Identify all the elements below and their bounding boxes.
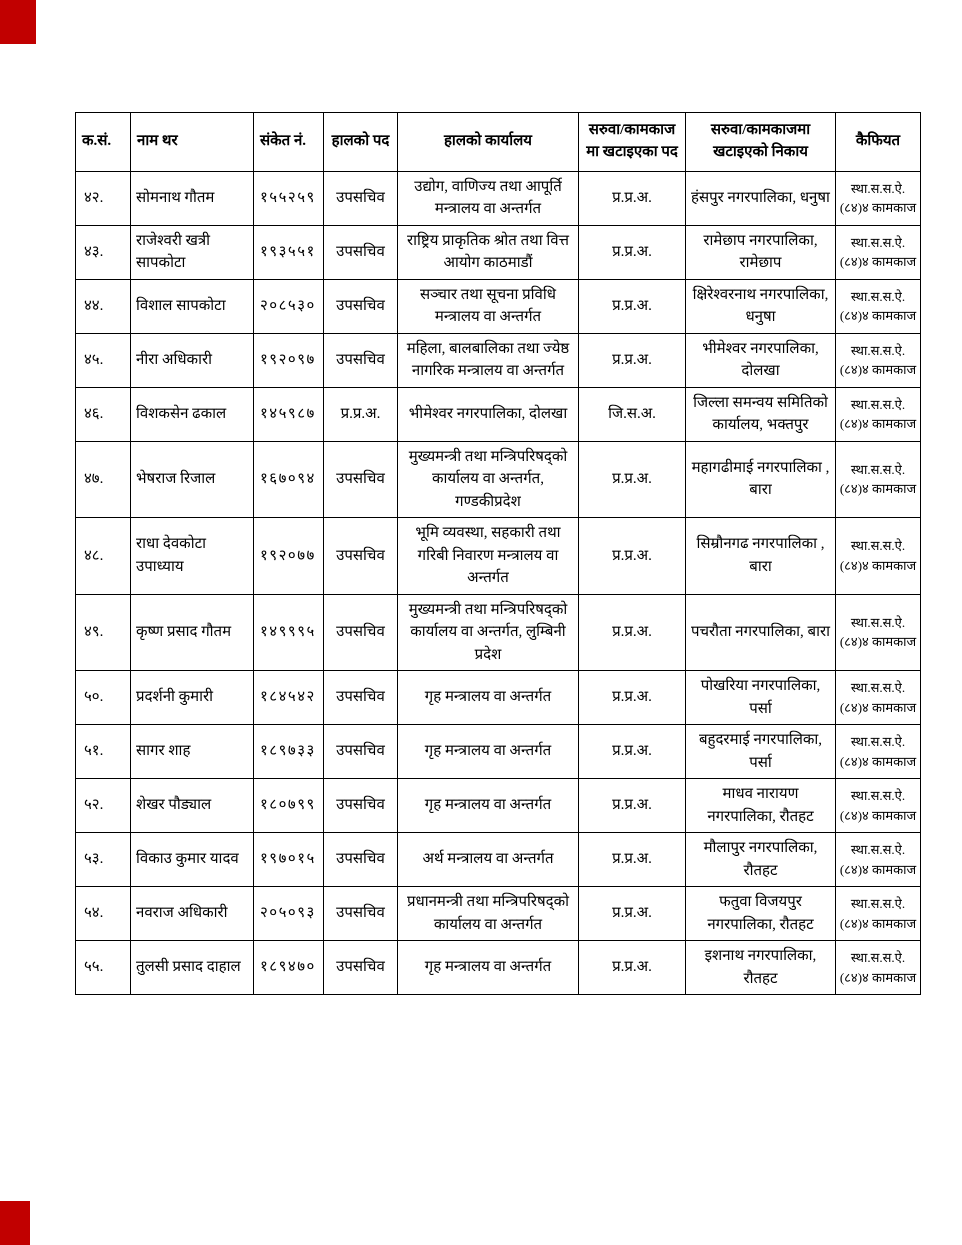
cell-serial-number: ४६. [76,387,131,441]
cell-remarks: स्था.स.स.ऐ. (८४)४ कामकाज [836,671,921,725]
cell-assigned-body: क्षिरेश्वरनाथ नगरपालिका, धनुषा [686,279,836,333]
cell-name: शेखर पौड्याल [131,779,254,833]
cell-current-office: गृह मन्त्रालय वा अन्तर्गत [398,779,579,833]
cell-name: कृष्ण प्रसाद गौतम [131,594,254,671]
cell-serial-number: ४२. [76,171,131,225]
cell-name: नीरा अधिकारी [131,333,254,387]
cell-current-post: उपसचिव [324,887,398,941]
cell-name: सागर शाह [131,725,254,779]
table-row [76,671,921,725]
cell-current-post: उपसचिव [324,441,398,518]
cell-code-number: १८४५४२ [254,671,324,725]
cell-code-number: १८९७३३ [254,725,324,779]
cell-assigned-body: माधव नारायण नगरपालिका, रौतहट [686,779,836,833]
cell-assigned-post: प्र.प्र.अ. [579,594,686,671]
cell-remarks: स्था.स.स.ऐ. (८४)४ कामकाज [836,279,921,333]
cell-assigned-post: प्र.प्र.अ. [579,441,686,518]
header-code-number: संकेत नं. [254,113,324,172]
table-row [76,387,921,441]
cell-assigned-body: बहुदरमाई नगरपालिका, पर्सा [686,725,836,779]
cell-assigned-body: हंसपुर नगरपालिका, धनुषा [686,171,836,225]
cell-assigned-body: इशनाथ नगरपालिका, रौतहट [686,941,836,995]
cell-serial-number: ५०. [76,671,131,725]
cell-code-number: १८०७९९ [254,779,324,833]
cell-serial-number: ५३. [76,833,131,887]
cell-name: राधा देवकोटा उपाध्याय [131,518,254,595]
header-serial-number: क.सं. [76,113,131,172]
cell-current-office: गृह मन्त्रालय वा अन्तर्गत [398,941,579,995]
cell-remarks: स्था.स.स.ऐ. (८४)४ कामकाज [836,333,921,387]
cell-code-number: १९२०७७ [254,518,324,595]
cell-remarks: स्था.स.स.ऐ. (८४)४ कामकाज [836,387,921,441]
cell-serial-number: ५५. [76,941,131,995]
cell-code-number: १६७०९४ [254,441,324,518]
cell-code-number: १९३५५१ [254,225,324,279]
table-row [76,279,921,333]
cell-serial-number: ४५. [76,333,131,387]
cell-current-office: महिला, बालबालिका तथा ज्येष्ठ नागरिक मन्त्रालय वा अन्तर्गत [398,333,579,387]
cell-assigned-post: प्र.प्र.अ. [579,279,686,333]
header-assigned-body: सरुवा/कामकाजमा खटाइएको निकाय [686,113,836,172]
cell-name: राजेश्वरी खत्री सापकोटा [131,225,254,279]
cell-serial-number: ४७. [76,441,131,518]
cell-assigned-body: रामेछाप नगरपालिका, रामेछाप [686,225,836,279]
cell-current-post: उपसचिव [324,225,398,279]
cell-current-post: उपसचिव [324,833,398,887]
cell-current-office: प्रधानमन्त्री तथा मन्त्रिपरिषद्को कार्यालय वा अन्तर्गत [398,887,579,941]
cell-remarks: स्था.स.स.ऐ. (८४)४ कामकाज [836,833,921,887]
cell-current-office: गृह मन्त्रालय वा अन्तर्गत [398,725,579,779]
cell-remarks: स्था.स.स.ऐ. (८४)४ कामकाज [836,441,921,518]
table-row [76,441,921,518]
cell-assigned-body: महागढीमाई नगरपालिका , बारा [686,441,836,518]
cell-serial-number: ४४. [76,279,131,333]
cell-current-post: उपसचिव [324,171,398,225]
cell-name: विशाल सापकोटा [131,279,254,333]
cell-assigned-post: प्र.प्र.अ. [579,333,686,387]
cell-remarks: स्था.स.स.ऐ. (८४)४ कामकाज [836,518,921,595]
corner-mark-bottom-left [0,1201,30,1245]
cell-current-office: भीमेश्वर नगरपालिका, दोलखा [398,387,579,441]
cell-name: विशकसेन ढकाल [131,387,254,441]
cell-assigned-post: प्र.प्र.अ. [579,171,686,225]
cell-code-number: १९७०१५ [254,833,324,887]
cell-current-post: उपसचिव [324,779,398,833]
header-name: नाम थर [131,113,254,172]
cell-code-number: १५५२५९ [254,171,324,225]
table-row [76,725,921,779]
table-body [76,171,921,995]
cell-current-post: उपसचिव [324,725,398,779]
cell-code-number: १४५९८७ [254,387,324,441]
table-row [76,833,921,887]
table-row [76,225,921,279]
table-row [76,887,921,941]
cell-current-post: उपसचिव [324,518,398,595]
cell-assigned-body: फतुवा विजयपुर नगरपालिका, रौतहट [686,887,836,941]
cell-name: सोमनाथ गौतम [131,171,254,225]
cell-serial-number: ५२. [76,779,131,833]
header-current-post: हालको पद [324,113,398,172]
cell-current-office: अर्थ मन्त्रालय वा अन्तर्गत [398,833,579,887]
cell-current-office: मुख्यमन्त्री तथा मन्त्रिपरिषद्को कार्यालय वा अन्तर्गत, गण्डकीप्रदेश [398,441,579,518]
cell-serial-number: ५१. [76,725,131,779]
staff-transfer-table [75,112,921,995]
table-row [76,941,921,995]
cell-current-post: उपसचिव [324,941,398,995]
cell-serial-number: ४८. [76,518,131,595]
cell-assigned-post: प्र.प्र.अ. [579,941,686,995]
table-row [76,333,921,387]
cell-assigned-post: प्र.प्र.अ. [579,671,686,725]
cell-assigned-post: प्र.प्र.अ. [579,725,686,779]
cell-name: नवराज अधिकारी [131,887,254,941]
cell-code-number: २०८५३० [254,279,324,333]
table-row [76,171,921,225]
table-row [76,594,921,671]
header-row [76,113,921,172]
header-remarks: कैफियत [836,113,921,172]
cell-current-office: मुख्यमन्त्री तथा मन्त्रिपरिषद्को कार्यालय वा अन्तर्गत, लुम्बिनी प्रदेश [398,594,579,671]
cell-current-office: उद्योग, वाणिज्य तथा आपूर्ति मन्त्रालय वा अन्तर्गत [398,171,579,225]
cell-remarks: स्था.स.स.ऐ. (८४)४ कामकाज [836,725,921,779]
corner-mark-top-left [0,0,36,44]
cell-assigned-body: भीमेश्वर नगरपालिका, दोलखा [686,333,836,387]
cell-code-number: १४९९९५ [254,594,324,671]
cell-assigned-body: जिल्ला समन्वय समितिको कार्यालय, भक्तपुर [686,387,836,441]
cell-assigned-post: प्र.प्र.अ. [579,225,686,279]
cell-remarks: स्था.स.स.ऐ. (८४)४ कामकाज [836,941,921,995]
cell-remarks: स्था.स.स.ऐ. (८४)४ कामकाज [836,225,921,279]
cell-name: विकाउ कुमार यादव [131,833,254,887]
table-row [76,779,921,833]
cell-current-post: उपसचिव [324,333,398,387]
table-row [76,518,921,595]
cell-remarks: स्था.स.स.ऐ. (८४)४ कामकाज [836,171,921,225]
cell-current-post: उपसचिव [324,594,398,671]
cell-code-number: १९२०९७ [254,333,324,387]
cell-name: प्रदर्शनी कुमारी [131,671,254,725]
cell-assigned-post: जि.स.अ. [579,387,686,441]
cell-assigned-body: सिम्रौनगढ नगरपालिका , बारा [686,518,836,595]
cell-name: तुलसी प्रसाद दाहाल [131,941,254,995]
cell-assigned-body: मौलापुर नगरपालिका, रौतहट [686,833,836,887]
cell-current-office: राष्ट्रिय प्राकृतिक श्रोत तथा वित्त आयोग काठमाडौं [398,225,579,279]
cell-current-post: प्र.प्र.अ. [324,387,398,441]
cell-code-number: २०५०९३ [254,887,324,941]
cell-current-post: उपसचिव [324,671,398,725]
cell-serial-number: ४३. [76,225,131,279]
header-current-office: हालको कार्यालय [398,113,579,172]
cell-name: भेषराज रिजाल [131,441,254,518]
cell-current-office: सञ्चार तथा सूचना प्रविधि मन्त्रालय वा अन्तर्गत [398,279,579,333]
cell-current-office: गृह मन्त्रालय वा अन्तर्गत [398,671,579,725]
header-assigned-post: सरुवा/कामकाज मा खटाइएका पद [579,113,686,172]
cell-remarks: स्था.स.स.ऐ. (८४)४ कामकाज [836,779,921,833]
cell-assigned-post: प्र.प्र.अ. [579,518,686,595]
cell-assigned-post: प्र.प्र.अ. [579,779,686,833]
cell-remarks: स्था.स.स.ऐ. (८४)४ कामकाज [836,594,921,671]
cell-assigned-post: प्र.प्र.अ. [579,833,686,887]
cell-assigned-post: प्र.प्र.अ. [579,887,686,941]
cell-code-number: १८९४७० [254,941,324,995]
cell-assigned-body: पोखरिया नगरपालिका, पर्सा [686,671,836,725]
cell-serial-number: ५४. [76,887,131,941]
cell-current-post: उपसचिव [324,279,398,333]
cell-assigned-body: पचरौता नगरपालिका, बारा [686,594,836,671]
cell-serial-number: ४९. [76,594,131,671]
cell-current-office: भूमि व्यवस्था, सहकारी तथा गरिबी निवारण मन्त्रालय वा अन्तर्गत [398,518,579,595]
cell-remarks: स्था.स.स.ऐ. (८४)४ कामकाज [836,887,921,941]
